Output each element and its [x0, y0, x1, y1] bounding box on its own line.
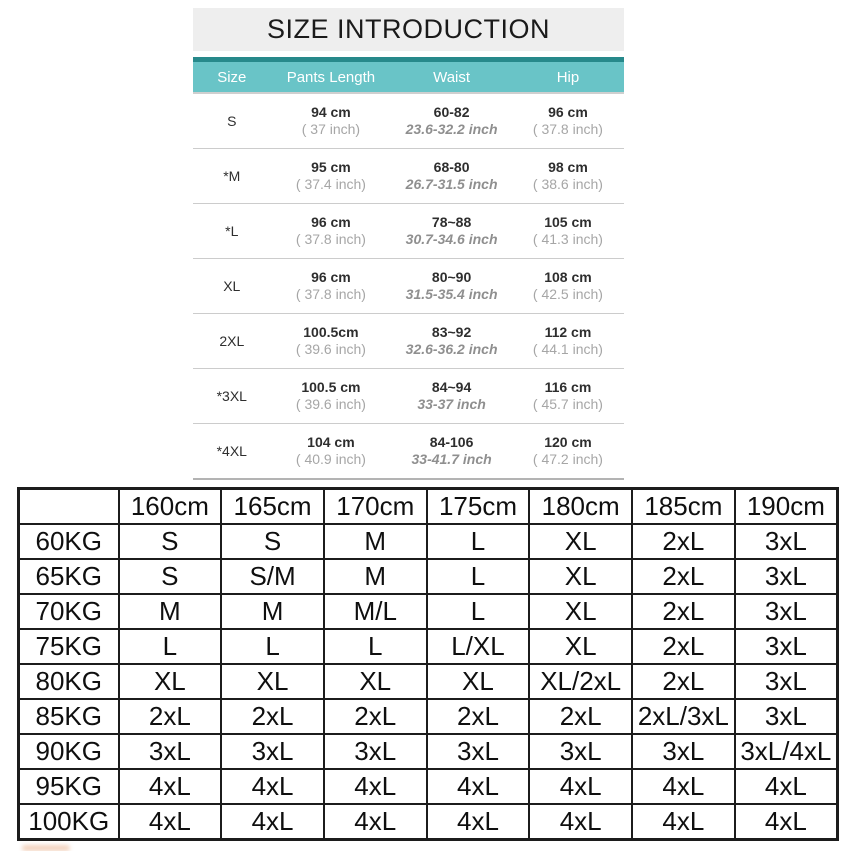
matrix-row — [19, 699, 838, 734]
hip-cell — [512, 104, 624, 138]
size-label-cell-text: *L — [225, 222, 239, 239]
recommended-size-cell: M — [221, 594, 324, 629]
recommended-size-cell: L — [221, 629, 324, 664]
waist-cell-text: 84-106 — [429, 434, 474, 450]
recommended-size-cell: 2xL — [632, 524, 735, 559]
recommended-size-cell: 4xL — [324, 804, 427, 840]
recommended-size-cell: 2xL — [632, 559, 735, 594]
recommended-size-cell: L — [427, 524, 530, 559]
recommended-size-cell: 3xL — [735, 664, 838, 699]
weight-row-header: 85KG — [19, 699, 119, 734]
waist-cell-text: 31.5-35.4 inch — [405, 286, 498, 302]
recommended-size-cell: 3xL — [119, 734, 222, 769]
height-column-header: 160cm — [119, 489, 222, 525]
pants-length-cell-text: ( 37.4 inch) — [295, 176, 366, 192]
height-column-header: 185cm — [632, 489, 735, 525]
recommended-size-cell: S — [221, 524, 324, 559]
recommended-size-cell: 3xL — [324, 734, 427, 769]
recommended-size-cell: 3xL — [735, 629, 838, 664]
hip-cell-text: 105 cm — [544, 214, 592, 230]
size-label-cell — [193, 113, 271, 130]
waist-cell-text: 26.7-31.5 inch — [405, 176, 498, 192]
matrix-header-row — [19, 489, 838, 525]
recommended-size-cell: XL/2xL — [529, 664, 632, 699]
recommended-size-cell: 3xL — [735, 524, 838, 559]
height-column-header: 170cm — [324, 489, 427, 525]
pants-length-cell-text: 100.5cm — [303, 324, 359, 340]
recommended-size-cell: 4xL — [529, 769, 632, 804]
size-intro-row — [193, 94, 624, 149]
recommended-size-cell: XL — [529, 629, 632, 664]
recommended-size-cell: 2xL — [119, 699, 222, 734]
hip-cell-text: 116 cm — [544, 379, 592, 395]
pants-length-cell — [271, 324, 392, 358]
waist-cell-text: 32.6-36.2 inch — [405, 341, 498, 357]
pants-length-cell-text: 96 cm — [311, 269, 351, 285]
recommended-size-cell: M — [119, 594, 222, 629]
size-intro-row — [193, 204, 624, 259]
height-weight-size-matrix — [17, 487, 839, 841]
hip-cell-text: 96 cm — [548, 104, 588, 120]
weight-row-header: 80KG — [19, 664, 119, 699]
matrix-row — [19, 769, 838, 804]
waist-cell — [391, 269, 512, 303]
pants-length-cell — [271, 104, 392, 138]
recommended-size-cell: S/M — [221, 559, 324, 594]
recommended-size-cell: XL — [529, 524, 632, 559]
matrix-row — [19, 594, 838, 629]
hip-cell — [512, 214, 624, 248]
hip-cell-text: 112 cm — [544, 324, 592, 340]
recommended-size-cell: 4xL — [324, 769, 427, 804]
matrix-row — [19, 804, 838, 840]
size-label-cell — [193, 223, 271, 240]
recommended-size-cell: 4xL — [427, 804, 530, 840]
recommended-size-cell: 2xL/3xL — [632, 699, 735, 734]
recommended-size-cell: 4xL — [529, 804, 632, 840]
waist-cell — [391, 379, 512, 413]
recommended-size-cell: 4xL — [221, 769, 324, 804]
pants-length-cell-text: ( 39.6 inch) — [295, 396, 366, 412]
waist-cell-text: 80~90 — [431, 269, 472, 285]
recommended-size-cell: L — [427, 594, 530, 629]
hip-cell-text: ( 37.8 inch) — [532, 121, 603, 137]
pants-length-cell-text: ( 37.8 inch) — [295, 286, 366, 302]
size-intro-row — [193, 314, 624, 369]
recommended-size-cell: XL — [119, 664, 222, 699]
recommended-size-cell: 2xL — [427, 699, 530, 734]
recommended-size-cell: 3xL — [735, 699, 838, 734]
size-intro-header-row — [193, 57, 624, 94]
waist-cell-text: 30.7-34.6 inch — [405, 231, 498, 247]
waist-cell-text: 60-82 — [433, 104, 470, 120]
waist-cell — [391, 214, 512, 248]
hip-cell-text: ( 38.6 inch) — [532, 176, 603, 192]
matrix-row — [19, 524, 838, 559]
hip-cell-text: 108 cm — [544, 269, 592, 285]
recommended-size-cell: M/L — [324, 594, 427, 629]
recommended-size-cell: 4xL — [119, 804, 222, 840]
recommended-size-cell: 3xL — [427, 734, 530, 769]
pants-length-cell — [271, 214, 392, 248]
size-intro-body — [193, 94, 624, 480]
hip-cell-text: ( 44.1 inch) — [532, 341, 603, 357]
weight-row-header: 90KG — [19, 734, 119, 769]
recommended-size-cell: XL — [529, 559, 632, 594]
watermark-remnant — [22, 845, 70, 851]
hip-cell — [512, 379, 624, 413]
recommended-size-cell: L — [427, 559, 530, 594]
recommended-size-cell: XL — [427, 664, 530, 699]
intro-col-header-pants-length: Pants Length — [286, 68, 376, 86]
recommended-size-cell: 2xL — [632, 664, 735, 699]
pants-length-cell-text: 104 cm — [307, 434, 355, 450]
recommended-size-cell: L — [119, 629, 222, 664]
recommended-size-cell: 4xL — [221, 804, 324, 840]
pants-length-cell-text: ( 40.9 inch) — [295, 451, 366, 467]
size-label-cell — [193, 388, 271, 405]
size-label-cell — [193, 443, 271, 460]
size-label-cell-text: S — [227, 112, 237, 129]
recommended-size-cell: 4xL — [119, 769, 222, 804]
intro-col-header-size: Size — [217, 68, 247, 86]
size-label-cell — [193, 168, 271, 185]
recommended-size-cell: XL — [221, 664, 324, 699]
hip-cell-text: 120 cm — [544, 434, 592, 450]
pants-length-cell-text: 94 cm — [311, 104, 351, 120]
recommended-size-cell: L/XL — [427, 629, 530, 664]
pants-length-cell — [271, 379, 392, 413]
weight-row-header: 70KG — [19, 594, 119, 629]
pants-length-cell-text: 96 cm — [311, 214, 351, 230]
recommended-size-cell: 4xL — [735, 804, 838, 840]
height-column-header: 180cm — [529, 489, 632, 525]
waist-cell — [391, 434, 512, 468]
waist-cell-text: 33-37 inch — [417, 396, 486, 412]
size-label-cell-text: 2XL — [219, 332, 245, 349]
recommended-size-cell: 3xL/4xL — [735, 734, 838, 769]
matrix-row — [19, 664, 838, 699]
waist-cell-text: 84~94 — [431, 379, 472, 395]
size-label-cell-text: *M — [223, 167, 241, 184]
recommended-size-cell: 4xL — [632, 769, 735, 804]
height-column-header: 190cm — [735, 489, 838, 525]
size-label-cell-text: *4XL — [216, 442, 247, 459]
pants-length-cell-text: 95 cm — [311, 159, 351, 175]
height-column-header: 175cm — [427, 489, 530, 525]
size-intro-row — [193, 424, 624, 480]
recommended-size-cell: M — [324, 559, 427, 594]
recommended-size-cell: M — [324, 524, 427, 559]
recommended-size-cell: 3xL — [735, 559, 838, 594]
recommended-size-cell: 4xL — [632, 804, 735, 840]
recommended-size-cell: 3xL — [735, 594, 838, 629]
size-label-cell — [193, 333, 271, 350]
pants-length-cell — [271, 269, 392, 303]
pants-length-cell — [271, 434, 392, 468]
intro-col-header-waist: Waist — [433, 68, 471, 86]
recommended-size-cell: 4xL — [735, 769, 838, 804]
weight-row-header: 65KG — [19, 559, 119, 594]
matrix-row — [19, 734, 838, 769]
hip-cell-text: ( 45.7 inch) — [532, 396, 603, 412]
recommended-size-cell: 2xL — [529, 699, 632, 734]
recommended-size-cell: S — [119, 559, 222, 594]
hip-cell-text: ( 41.3 inch) — [532, 231, 603, 247]
waist-cell-text: 68-80 — [433, 159, 470, 175]
weight-row-header: 60KG — [19, 524, 119, 559]
pants-length-cell-text: ( 37 inch) — [301, 121, 361, 137]
hip-cell — [512, 159, 624, 193]
recommended-size-cell: 4xL — [427, 769, 530, 804]
recommended-size-cell: 2xL — [632, 594, 735, 629]
recommended-size-cell: 3xL — [221, 734, 324, 769]
recommended-size-cell: 2xL — [632, 629, 735, 664]
recommended-size-cell: XL — [529, 594, 632, 629]
pants-length-cell — [271, 159, 392, 193]
waist-cell — [391, 104, 512, 138]
recommended-size-cell: 3xL — [632, 734, 735, 769]
waist-cell-text: 78~88 — [431, 214, 472, 230]
pants-length-cell-text: 100.5 cm — [301, 379, 361, 395]
recommended-size-cell: 2xL — [324, 699, 427, 734]
size-introduction-title: SIZE INTRODUCTION — [193, 8, 624, 51]
size-label-cell — [193, 278, 271, 295]
recommended-size-cell: 3xL — [529, 734, 632, 769]
size-intro-row — [193, 259, 624, 314]
hip-cell — [512, 434, 624, 468]
size-label-cell-text: XL — [223, 277, 241, 294]
recommended-size-cell: 2xL — [221, 699, 324, 734]
weight-row-header: 95KG — [19, 769, 119, 804]
hip-cell-text: ( 47.2 inch) — [532, 451, 603, 467]
size-intro-row — [193, 149, 624, 204]
pants-length-cell-text: ( 39.6 inch) — [295, 341, 366, 357]
hip-cell-text: ( 42.5 inch) — [532, 286, 603, 302]
intro-col-header-hip: Hip — [556, 68, 580, 86]
waist-cell-text: 33-41.7 inch — [411, 451, 492, 467]
size-label-cell-text: *3XL — [216, 387, 247, 404]
waist-cell-text: 83~92 — [431, 324, 472, 340]
matrix-row — [19, 559, 838, 594]
size-intro-row — [193, 369, 624, 424]
height-column-header: 165cm — [221, 489, 324, 525]
matrix-corner-cell — [19, 489, 119, 525]
weight-row-header: 100KG — [19, 804, 119, 840]
pants-length-cell-text: ( 37.8 inch) — [295, 231, 366, 247]
weight-row-header: 75KG — [19, 629, 119, 664]
recommended-size-cell: S — [119, 524, 222, 559]
hip-cell-text: 98 cm — [548, 159, 588, 175]
waist-cell — [391, 324, 512, 358]
waist-cell-text: 23.6-32.2 inch — [405, 121, 498, 137]
hip-cell — [512, 324, 624, 358]
size-introduction-panel — [193, 8, 624, 480]
recommended-size-cell: L — [324, 629, 427, 664]
recommended-size-cell: XL — [324, 664, 427, 699]
waist-cell — [391, 159, 512, 193]
hip-cell — [512, 269, 624, 303]
matrix-row — [19, 629, 838, 664]
